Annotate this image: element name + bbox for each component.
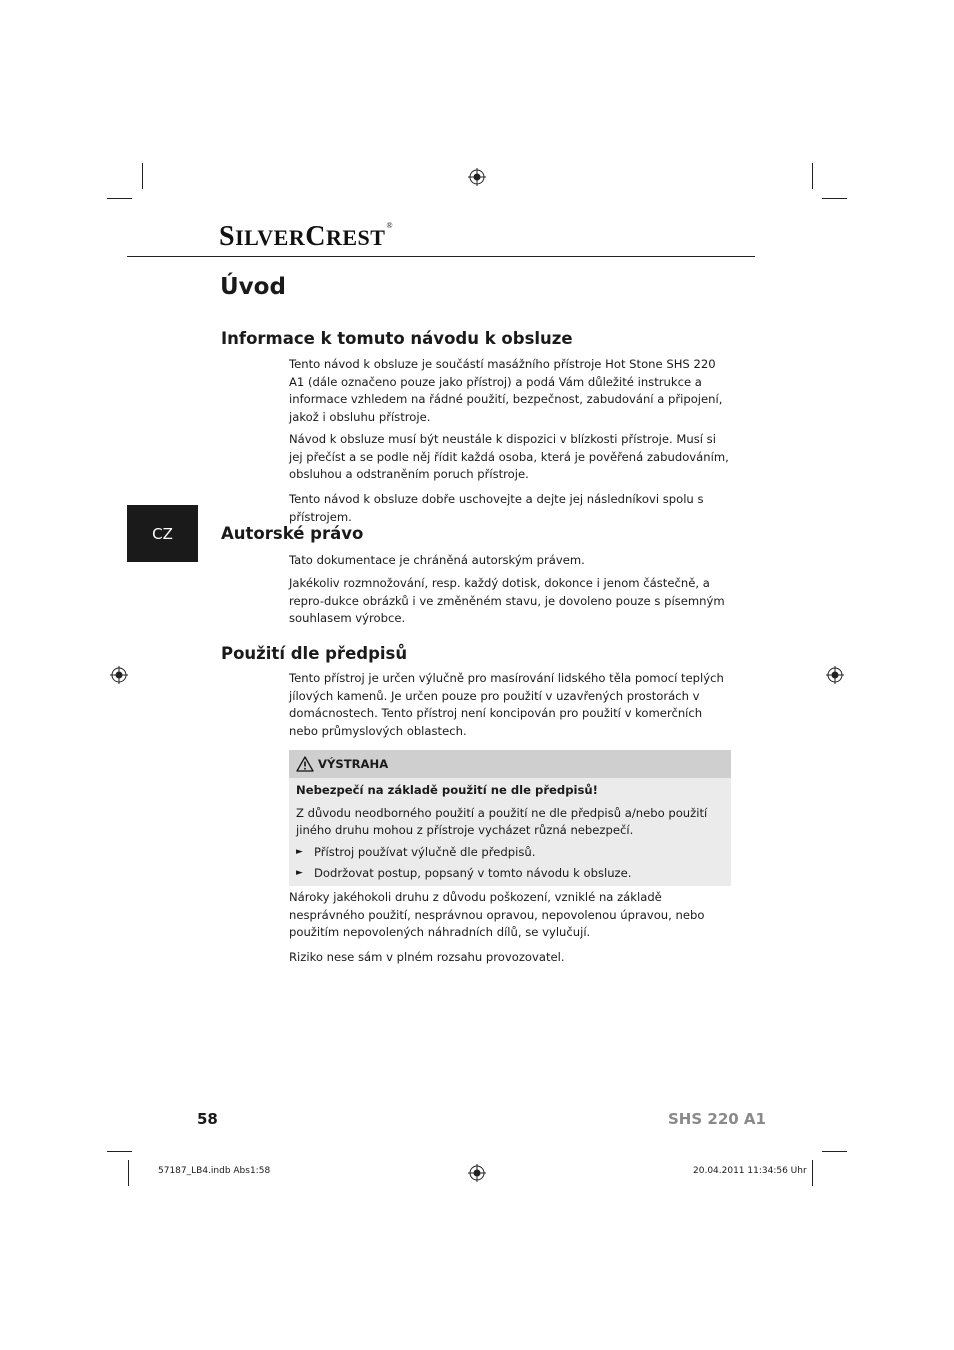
paragraph: Tento návod k obsluze dobře uschovejte a dejte jej následníkovi spolu s přístrojem. xyxy=(289,492,704,524)
registration-mark-icon xyxy=(826,666,844,684)
registration-mark-icon xyxy=(468,168,486,186)
crop-mark xyxy=(142,163,143,189)
warning-text: Z důvodu neodborného použití a použití ne dle předpisů a/nebo použití jiného druhu mohou z přístroje vycházet různá nebezpečí. xyxy=(296,805,708,838)
warning-subtitle: Nebezpečí na základě použití ne dle předpisů! xyxy=(296,783,598,797)
crop-mark xyxy=(107,198,132,199)
paragraph: Riziko nese sám v plném rozsahu provozovatel. xyxy=(289,950,565,964)
list-item-text: Dodržovat postup, popsaný v tomto návodu k obsluze. xyxy=(314,866,632,881)
brand-logo: SILVERCREST® xyxy=(219,221,394,252)
warning-box xyxy=(289,750,731,886)
paragraph: Jakékoliv rozmnožování, resp. každý dotisk, dokonce i jenom částečně, a repro-dukce obrázků i ve změněném stavu, je dovoleno pouze s písemným souhlasem výrobce. xyxy=(289,576,725,626)
crop-mark xyxy=(812,1160,813,1186)
paragraph: Tento návod k obsluze je součástí masážního přístroje Hot Stone SHS 220 A1 (dále označeno pouze jako přístroj) a podá Vám důležité instrukce a informace vzhledem na řádné použití, bezpečnost, zabudování a připojení, jakož i obsluhu přístroje. xyxy=(289,357,723,424)
section-heading: Použití dle předpisů xyxy=(221,644,408,663)
section-heading: Autorské právo xyxy=(221,524,364,543)
warning-header xyxy=(289,750,731,778)
registration-mark-icon xyxy=(468,1164,486,1182)
list-item xyxy=(296,865,724,883)
print-slug-file: 57187_LB4.indb Abs1:58 xyxy=(158,1166,271,1176)
paragraph: Tento přístroj je určen výlučně pro masírování lidského těla pomocí teplých jílových kamenů. Je určen pouze pro použití v uzavřených prostorách v domácnostech. Tento přístroj není koncipován pro použití v komerčních nebo průmyslových oblastech. xyxy=(289,671,724,738)
page-number: 58 xyxy=(197,1110,218,1128)
crop-mark xyxy=(822,198,847,199)
language-tab: CZ xyxy=(127,505,198,562)
section-heading: Informace k tomuto návodu k obsluze xyxy=(221,329,573,348)
crop-mark xyxy=(107,1151,132,1152)
arrow-bullet-icon: ► xyxy=(296,846,303,857)
list-item-text: Přístroj používat výlučně dle předpisů. xyxy=(314,844,536,859)
warning-triangle-icon xyxy=(296,756,314,772)
paragraph: Tato dokumentace je chráněná autorským právem. xyxy=(289,553,585,567)
warning-title: VÝSTRAHA xyxy=(318,757,389,771)
model-code: SHS 220 A1 xyxy=(668,1110,766,1128)
page-title: Úvod xyxy=(220,274,286,300)
registration-mark-icon xyxy=(110,666,128,684)
header-divider xyxy=(127,256,755,257)
paragraph: Návod k obsluze musí být neustále k dispozici v blízkosti přístroje. Musí si jej přečíst a se podle něj řídit každá osoba, která je pověřená zabudováním, obsluhou a odstraněním poruch přístroje. xyxy=(289,432,729,482)
print-slug-timestamp: 20.04.2011 11:34:56 Uhr xyxy=(693,1166,807,1176)
crop-mark xyxy=(822,1151,847,1152)
crop-mark xyxy=(128,1160,129,1186)
arrow-bullet-icon: ► xyxy=(296,868,303,879)
crop-mark xyxy=(812,163,813,189)
paragraph: Nároky jakéhokoli druhu z důvodu poškození, vzniklé na základě nesprávného použití, nesprávnou opravou, nepovolenou úpravou, nebo použitím nepovolených náhradních dílů, se vylučují. xyxy=(289,890,705,940)
list-item xyxy=(296,844,724,862)
